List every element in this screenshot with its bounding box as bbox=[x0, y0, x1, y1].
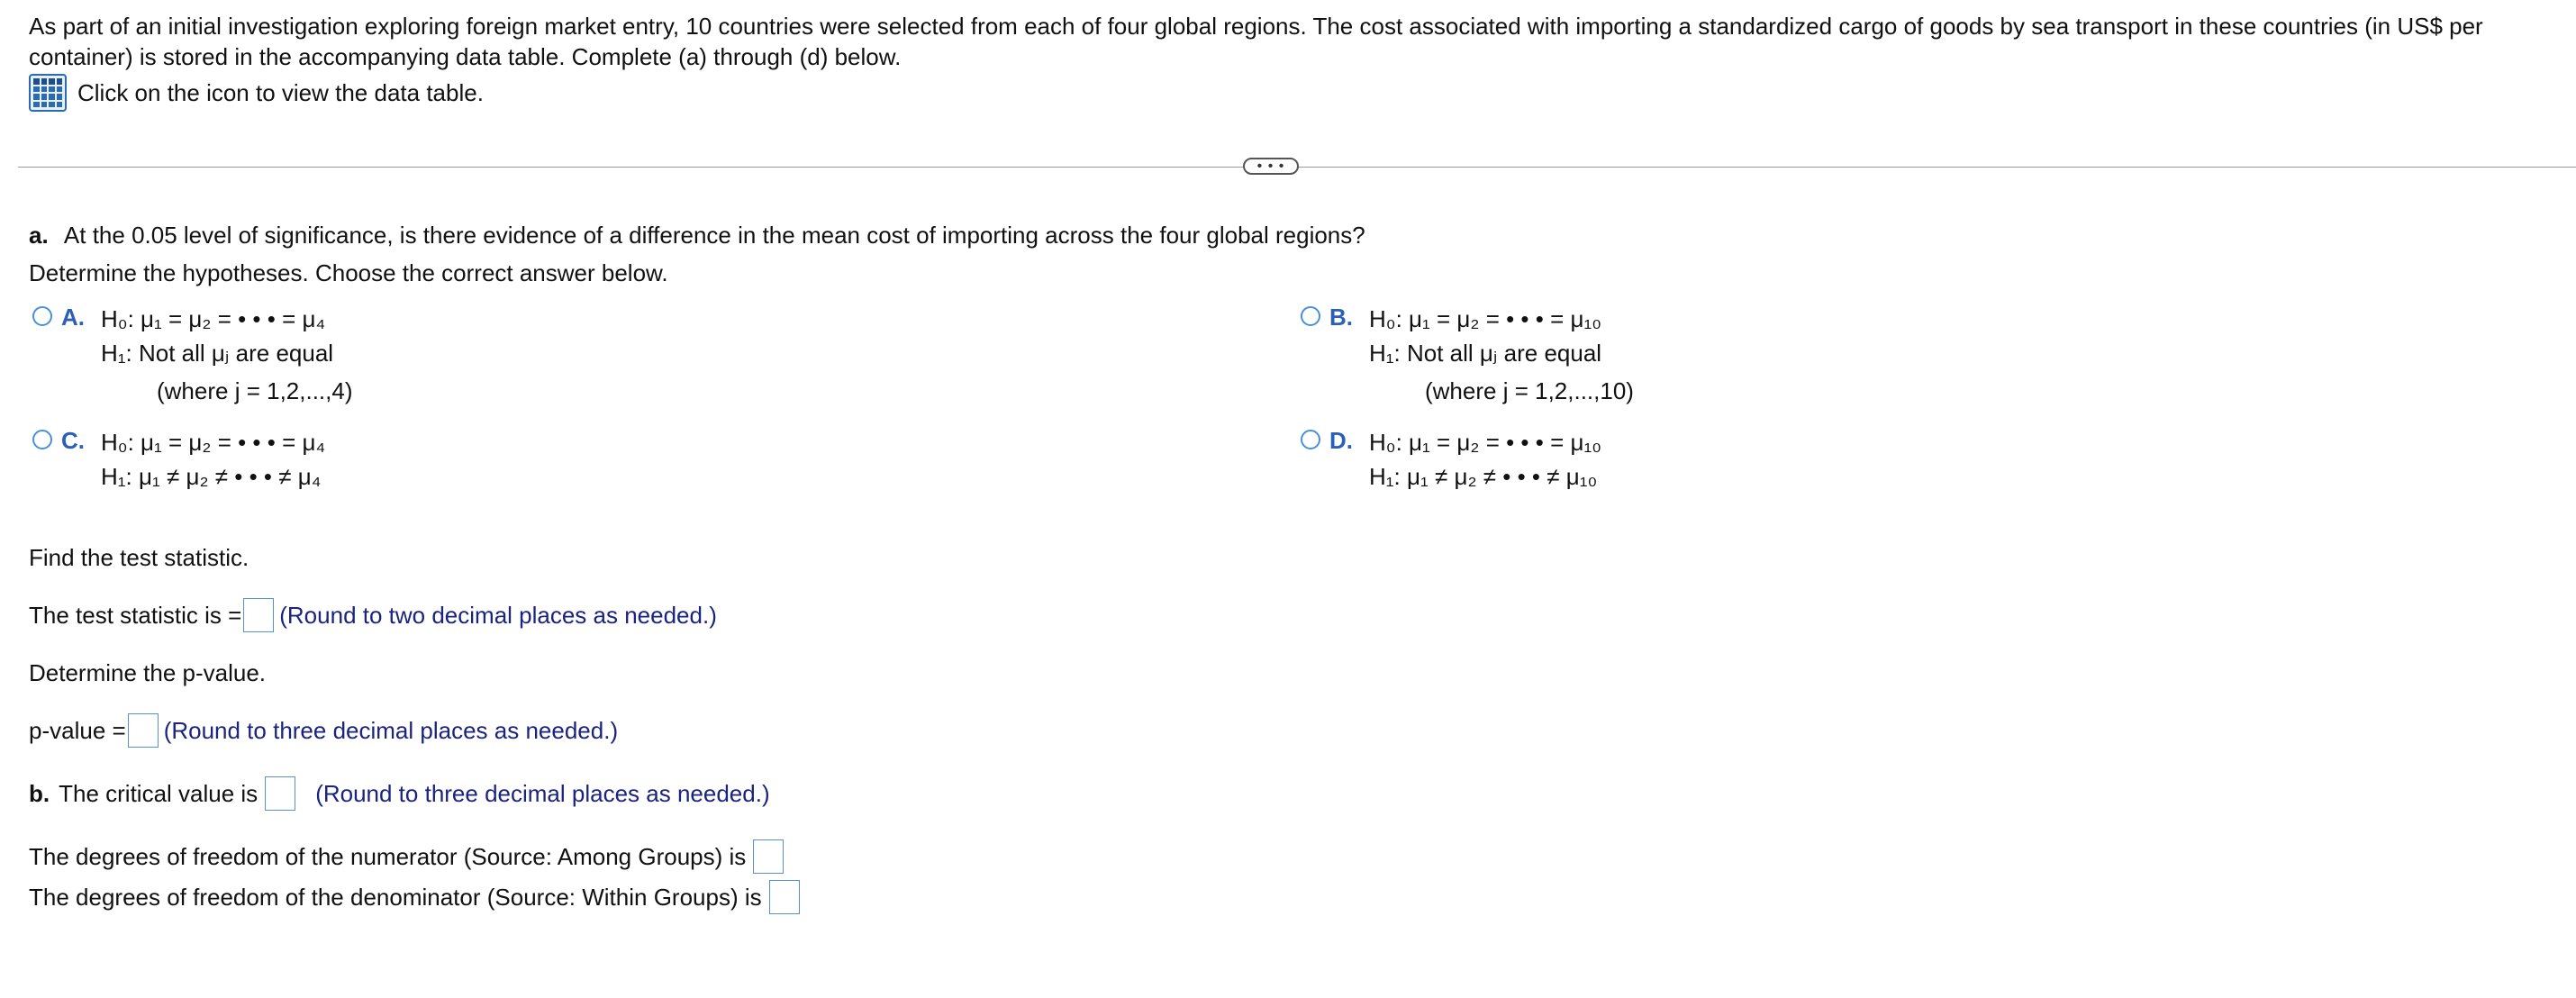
hypotheses-instruction: Determine the hypotheses. Choose the correct answer below. bbox=[29, 259, 668, 286]
option-d-h0: H₀: μ₁ = μ₂ = • • • = μ₁₀ bbox=[1369, 429, 1602, 456]
option-a[interactable] bbox=[32, 304, 352, 410]
option-b-note: (where j = 1,2,...,10) bbox=[1425, 377, 1634, 404]
test-statistic-input[interactable] bbox=[243, 598, 274, 632]
option-a-h0: H₀: μ₁ = μ₂ = • • • = μ₄ bbox=[101, 305, 326, 332]
data-link-text: Click on the icon to view the data table. bbox=[77, 78, 484, 106]
part-b-label: b. bbox=[29, 779, 50, 807]
data-table-link[interactable] bbox=[29, 74, 484, 112]
part-a-label: a. bbox=[29, 222, 49, 249]
test-statistic-label: The test statistic is = bbox=[29, 601, 242, 629]
option-c-radio[interactable] bbox=[32, 430, 52, 449]
option-d-radio[interactable] bbox=[1301, 430, 1320, 449]
problem-intro: As part of an initial investigation exploring foreign market entry, 10 countries were selected from each of four global regions. The cost associated with importing a standardized cargo of goods by sea transport in these countries (in US$ per container) is stored in the accompanying data table. Complete (a) through (d) below. bbox=[29, 13, 2483, 70]
option-b[interactable] bbox=[1301, 304, 1634, 410]
part-a-question-text: At the 0.05 level of significance, is there evidence of a difference in the mean cost of importing across the four global regions? bbox=[63, 222, 1365, 249]
option-a-radio[interactable] bbox=[32, 306, 52, 326]
option-b-radio[interactable] bbox=[1301, 306, 1320, 326]
option-d-h1: H₁: μ₁ ≠ μ₂ ≠ • • • ≠ μ₁₀ bbox=[1369, 463, 1598, 490]
critical-value-row bbox=[29, 776, 770, 811]
option-a-h1: H₁: Not all μⱼ are equal bbox=[101, 340, 334, 367]
data-table-icon[interactable] bbox=[29, 74, 67, 112]
pvalue-row bbox=[29, 713, 618, 748]
test-statistic-hint: (Round to two decimal places as needed.) bbox=[279, 601, 717, 629]
df-numerator-input[interactable] bbox=[753, 839, 784, 874]
df-numerator-label: The degrees of freedom of the numerator (Source: Among Groups) is bbox=[29, 842, 747, 870]
option-c-letter: C. bbox=[61, 427, 85, 454]
option-a-note: (where j = 1,2,...,4) bbox=[157, 377, 353, 404]
df-denominator-input[interactable] bbox=[769, 880, 800, 914]
critical-value-hint: (Round to three decimal places as needed.) bbox=[315, 779, 770, 807]
pvalue-instruction: Determine the p-value. bbox=[29, 659, 267, 686]
option-c-h1: H₁: μ₁ ≠ μ₂ ≠ • • • ≠ μ₄ bbox=[101, 463, 322, 490]
option-d-letter: D. bbox=[1329, 427, 1353, 454]
expand-more-button[interactable]: • • • bbox=[1243, 158, 1299, 175]
option-a-letter: A. bbox=[61, 304, 85, 331]
option-d[interactable] bbox=[1301, 427, 1601, 495]
df-denominator-row bbox=[29, 880, 805, 914]
pvalue-input[interactable] bbox=[128, 713, 159, 748]
df-denominator-label: The degrees of freedom of the denominator (Source: Within Groups) is bbox=[29, 883, 762, 911]
pvalue-label: p-value = bbox=[29, 716, 126, 744]
option-b-h0: H₀: μ₁ = μ₂ = • • • = μ₁₀ bbox=[1369, 305, 1602, 332]
test-statistic-row bbox=[29, 598, 717, 632]
option-b-letter: B. bbox=[1329, 304, 1353, 331]
df-numerator-row bbox=[29, 839, 789, 874]
pvalue-hint: (Round to three decimal places as needed.) bbox=[163, 716, 619, 744]
critical-value-input[interactable] bbox=[265, 776, 295, 811]
part-a-question bbox=[29, 222, 1365, 250]
option-c-h0: H₀: μ₁ = μ₂ = • • • = μ₄ bbox=[101, 429, 326, 456]
option-b-h1: H₁: Not all μⱼ are equal bbox=[1369, 340, 1602, 367]
find-test-statistic: Find the test statistic. bbox=[29, 544, 249, 571]
option-c[interactable] bbox=[32, 427, 325, 495]
critical-value-label: The critical value is bbox=[59, 779, 259, 807]
